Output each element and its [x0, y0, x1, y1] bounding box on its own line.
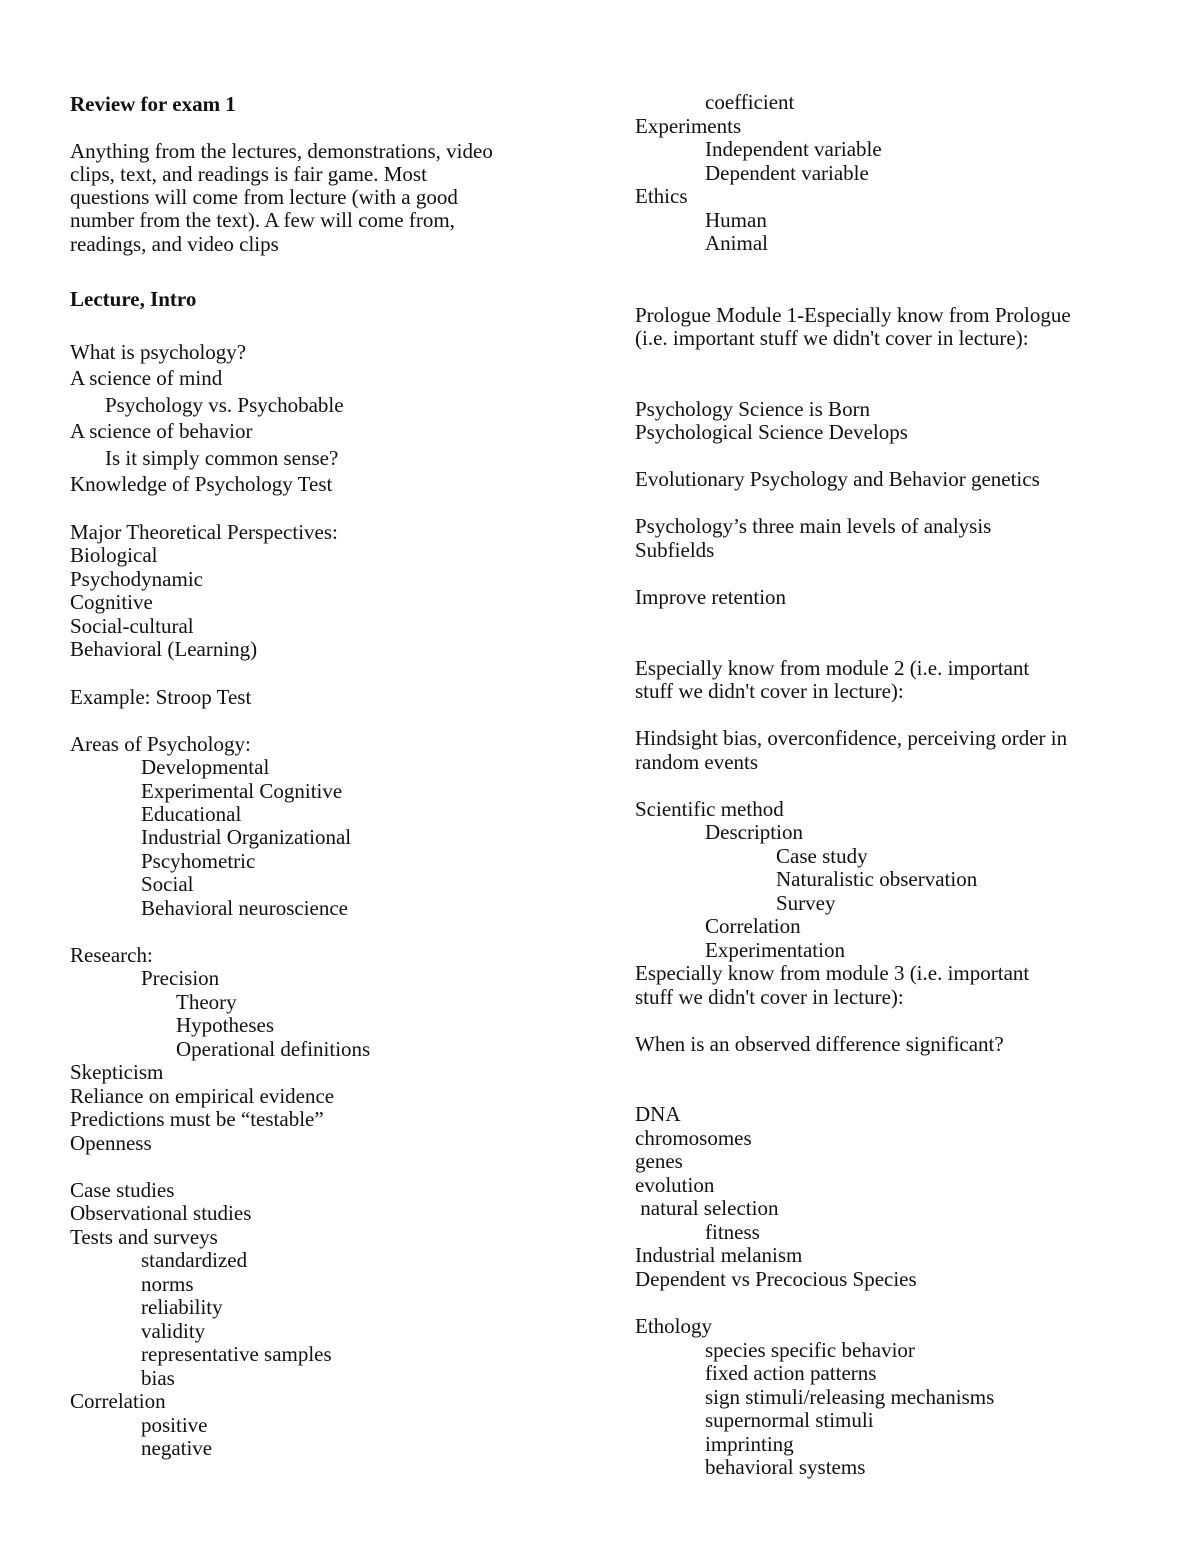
intro-paragraph-line: number from the text). A few will come from, — [70, 208, 455, 232]
outline-item: sign stimuli/releasing mechanisms — [705, 1385, 995, 1409]
outline-item: Case studies — [70, 1178, 175, 1202]
outline-item: Evolutionary Psychology and Behavior genetics — [635, 467, 1040, 491]
outline-item: Operational definitions — [176, 1037, 371, 1061]
outline-item: A science of behavior — [70, 419, 253, 443]
outline-item: Industrial melanism — [635, 1243, 803, 1267]
outline-item: bias — [141, 1366, 175, 1390]
outline-item: Observational studies — [70, 1201, 252, 1225]
outline-item: chromosomes — [635, 1126, 752, 1150]
outline-item: norms — [141, 1272, 194, 1296]
outline-item: Description — [705, 820, 803, 844]
outline-item: Educational — [141, 802, 242, 826]
outline-item: imprinting — [705, 1432, 794, 1456]
outline-item: Dependent variable — [705, 161, 869, 185]
outline-item: supernormal stimuli — [705, 1408, 874, 1432]
outline-item: DNA — [635, 1102, 681, 1126]
intro-paragraph-line: questions will come from lecture (with a good — [70, 185, 458, 209]
outline-item: Theory — [176, 990, 237, 1014]
outline-item: Reliance on empirical evidence — [70, 1084, 335, 1108]
outline-item: Is it simply common sense? — [105, 446, 339, 470]
outline-item: Psychology’s three main levels of analysis — [635, 514, 992, 538]
outline-item: evolution — [635, 1173, 715, 1197]
outline-item: Cognitive — [70, 590, 153, 614]
outline-item: random events — [635, 750, 759, 774]
outline-item: Scientific method — [635, 797, 784, 821]
outline-item: Psychology Science is Born — [635, 397, 871, 421]
outline-item: genes — [635, 1149, 683, 1173]
outline-item: standardized — [141, 1248, 248, 1272]
outline-item: negative — [141, 1436, 213, 1460]
outline-item: behavioral systems — [705, 1455, 866, 1479]
outline-item: Biological — [70, 543, 158, 567]
outline-item: Pscyhometric — [141, 849, 256, 873]
outline-item: fixed action patterns — [705, 1361, 877, 1385]
outline-item: coefficient — [705, 90, 795, 114]
outline-item: Research: — [70, 943, 153, 967]
section-heading: Lecture, Intro — [70, 287, 197, 311]
outline-item: Survey — [776, 891, 836, 915]
outline-item: Psychodynamic — [70, 567, 203, 591]
outline-item: stuff we didn't cover in lecture): — [635, 679, 904, 703]
outline-item: Skepticism — [70, 1060, 164, 1084]
outline-item: Ethics — [635, 184, 688, 208]
intro-paragraph-line: clips, text, and readings is fair game. Most — [70, 162, 427, 186]
outline-item: Ethology — [635, 1314, 712, 1338]
outline-item: stuff we didn't cover in lecture): — [635, 985, 904, 1009]
outline-item: Prologue Module 1-Especially know from Prologue — [635, 303, 1071, 327]
outline-item: Predictions must be “testable” — [70, 1107, 324, 1131]
outline-item: Correlation — [705, 914, 801, 938]
document-title: Review for exam 1 — [70, 92, 236, 116]
outline-item: Independent variable — [705, 137, 882, 161]
outline-item: What is psychology? — [70, 340, 247, 364]
outline-item: Openness — [70, 1131, 152, 1155]
outline-item: Experimental Cognitive — [141, 779, 343, 803]
outline-item: Especially know from module 3 (i.e. important — [635, 961, 1030, 985]
outline-item: Hypotheses — [176, 1013, 274, 1037]
outline-item: representative samples — [141, 1342, 332, 1366]
outline-item: Experiments — [635, 114, 742, 138]
outline-item: Social-cultural — [70, 614, 194, 638]
outline-item: Naturalistic observation — [776, 867, 978, 891]
outline-item: reliability — [141, 1295, 223, 1319]
outline-item: Social — [141, 872, 194, 896]
outline-item: Example: Stroop Test — [70, 685, 252, 709]
outline-item: Developmental — [141, 755, 270, 779]
intro-paragraph-line: Anything from the lectures, demonstrations, video — [70, 139, 493, 163]
outline-item: Behavioral (Learning) — [70, 637, 258, 661]
outline-item: A science of mind — [70, 366, 223, 390]
outline-item: positive — [141, 1413, 208, 1437]
outline-item: (i.e. important stuff we didn't cover in lecture): — [635, 326, 1029, 350]
outline-item: Psychological Science Develops — [635, 420, 908, 444]
outline-item: natural selection — [635, 1196, 779, 1220]
outline-item: validity — [141, 1319, 206, 1343]
outline-item: Knowledge of Psychology Test — [70, 472, 333, 496]
outline-item: Subfields — [635, 538, 715, 562]
outline-item: Tests and surveys — [70, 1225, 218, 1249]
outline-item: Human — [705, 208, 767, 232]
outline-item: Hindsight bias, overconfidence, perceiving order in — [635, 726, 1068, 750]
outline-item: Animal — [705, 231, 768, 255]
outline-item: Case study — [776, 844, 868, 868]
outline-item: Experimentation — [705, 938, 845, 962]
outline-item: Especially know from module 2 (i.e. important — [635, 656, 1030, 680]
outline-item: Psychology vs. Psychobable — [105, 393, 344, 417]
outline-item: Behavioral neuroscience — [141, 896, 348, 920]
outline-item: Precision — [141, 966, 220, 990]
outline-item: Industrial Organizational — [141, 825, 352, 849]
outline-item: Major Theoretical Perspectives: — [70, 520, 338, 544]
intro-paragraph-line: readings, and video clips — [70, 232, 279, 256]
outline-item: When is an observed difference significant? — [635, 1032, 1004, 1056]
outline-item: Dependent vs Precocious Species — [635, 1267, 917, 1291]
outline-item: Improve retention — [635, 585, 787, 609]
outline-item: Areas of Psychology: — [70, 732, 251, 756]
outline-item: Correlation — [70, 1389, 166, 1413]
outline-item: species specific behavior — [705, 1338, 915, 1362]
outline-item: fitness — [705, 1220, 760, 1244]
